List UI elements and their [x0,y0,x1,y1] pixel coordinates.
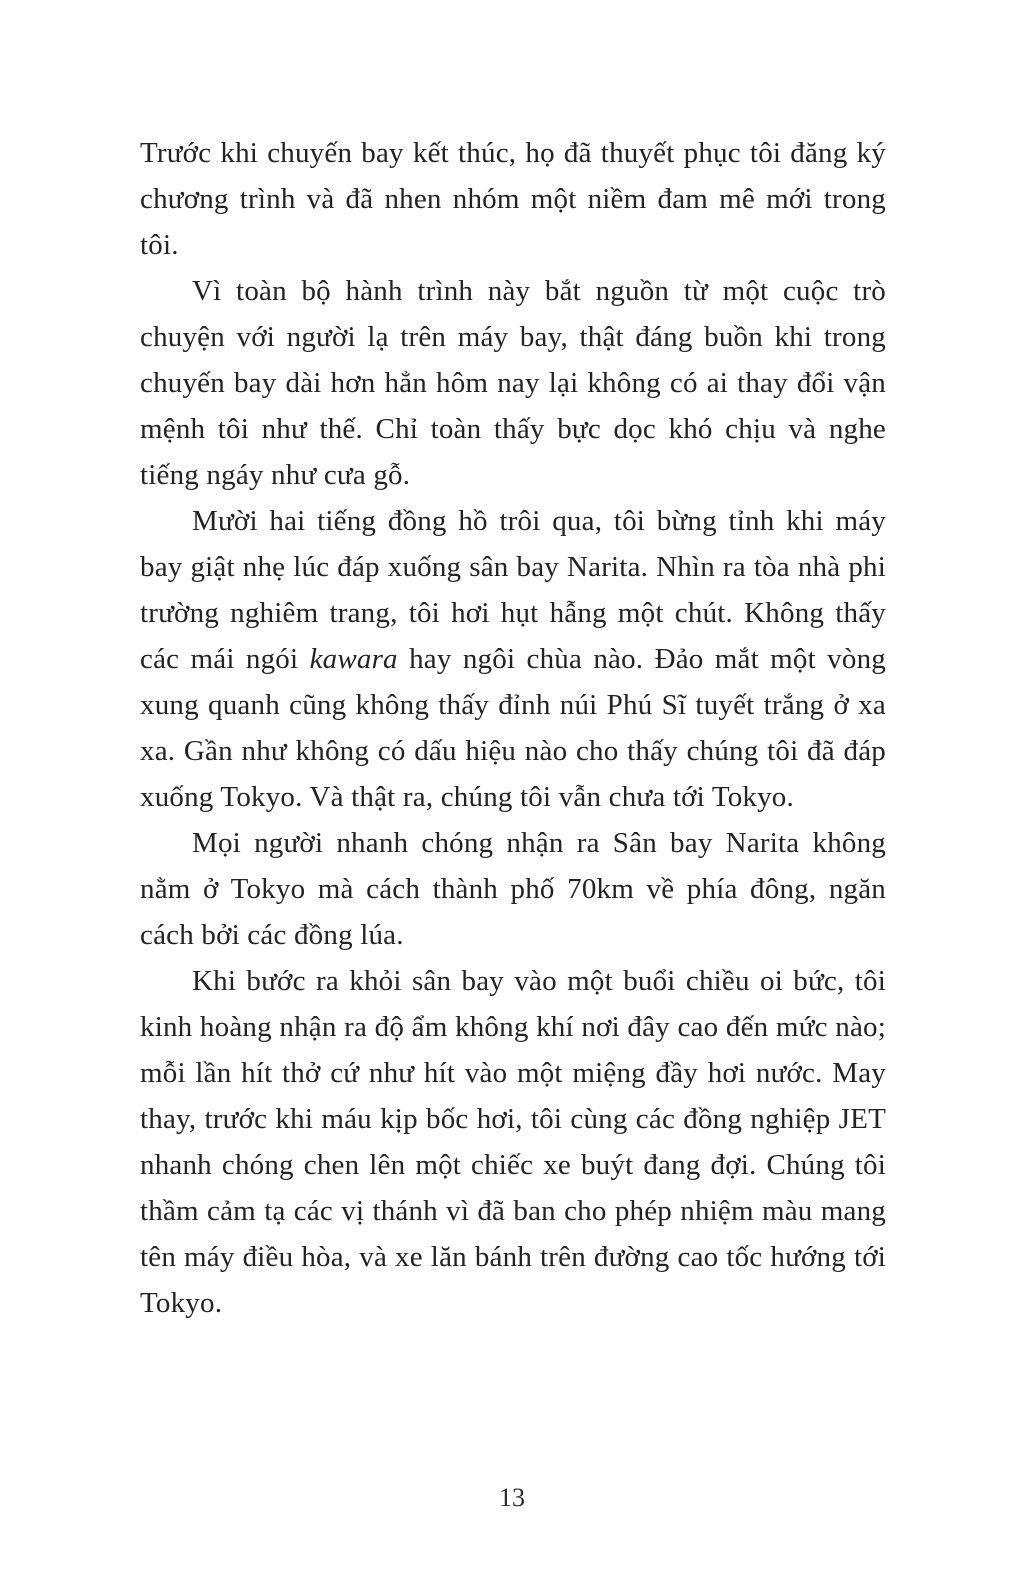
paragraph-4: Mọi người nhanh chóng nhận ra Sân bay Narita không nằm ở Tokyo mà cách thành phố 70km về phía đông, ngăn cách bởi các đồng lúa. [140,827,886,951]
body-text-block [140,130,886,1326]
paragraph-5: Khi bước ra khỏi sân bay vào một buổi chiều oi bức, tôi kinh hoàng nhận ra độ ẩm không khí nơi đây cao đến mức nào; mỗi lần hít thở cứ như hít vào một miệng đầy hơi nước. May thay, trước khi máu kịp bốc hơi, tôi cùng các đồng nghiệp JET nhanh chóng chen lên một chiếc xe buýt đang đợi. Chúng tôi thầm cảm tạ các vị thánh vì đã ban cho phép nhiệm màu mang tên máy điều hòa, và xe lăn bánh trên đường cao tốc hướng tới Tokyo. [140,965,886,1319]
foreign-term-kawara: kawara [309,643,398,675]
paragraph-2: Vì toàn bộ hành trình này bắt nguồn từ một cuộc trò chuyện với người lạ trên máy bay, thật đáng buồn khi trong chuyến bay dài hơn hẳn hôm nay lại không có ai thay đổi vận mệnh tôi như thế. Chỉ toàn thấy bực dọc khó chịu và nghe tiếng ngáy như cưa gỗ. [140,275,886,491]
paragraph-3 [140,498,886,820]
paragraph-3-text-after: hay ngôi chùa nào. Đảo mắt một vòng xung quanh cũng không thấy đỉnh núi Phú Sĩ tuyết trắng ở xa xa. Gần như không có dấu hiệu nào cho thấy chúng tôi đã đáp xuống Tokyo. Và thật ra, chúng tôi vẫn chưa tới Tokyo. [140,643,886,813]
paragraph-3-text-before: Mười hai tiếng đồng hồ trôi qua, tôi bừng tỉnh khi máy bay giật nhẹ lúc đáp xuống sân bay Narita. Nhìn ra tòa nhà phi trường nghiêm trang, tôi hơi hụt hẫng một chút. Không thấy các mái ngói [140,505,886,675]
page-number: 13 [499,1483,525,1512]
paragraph-1: Trước khi chuyến bay kết thúc, họ đã thuyết phục tôi đăng ký chương trình và đã nhen nhóm một niềm đam mê mới trong tôi. [140,137,886,261]
